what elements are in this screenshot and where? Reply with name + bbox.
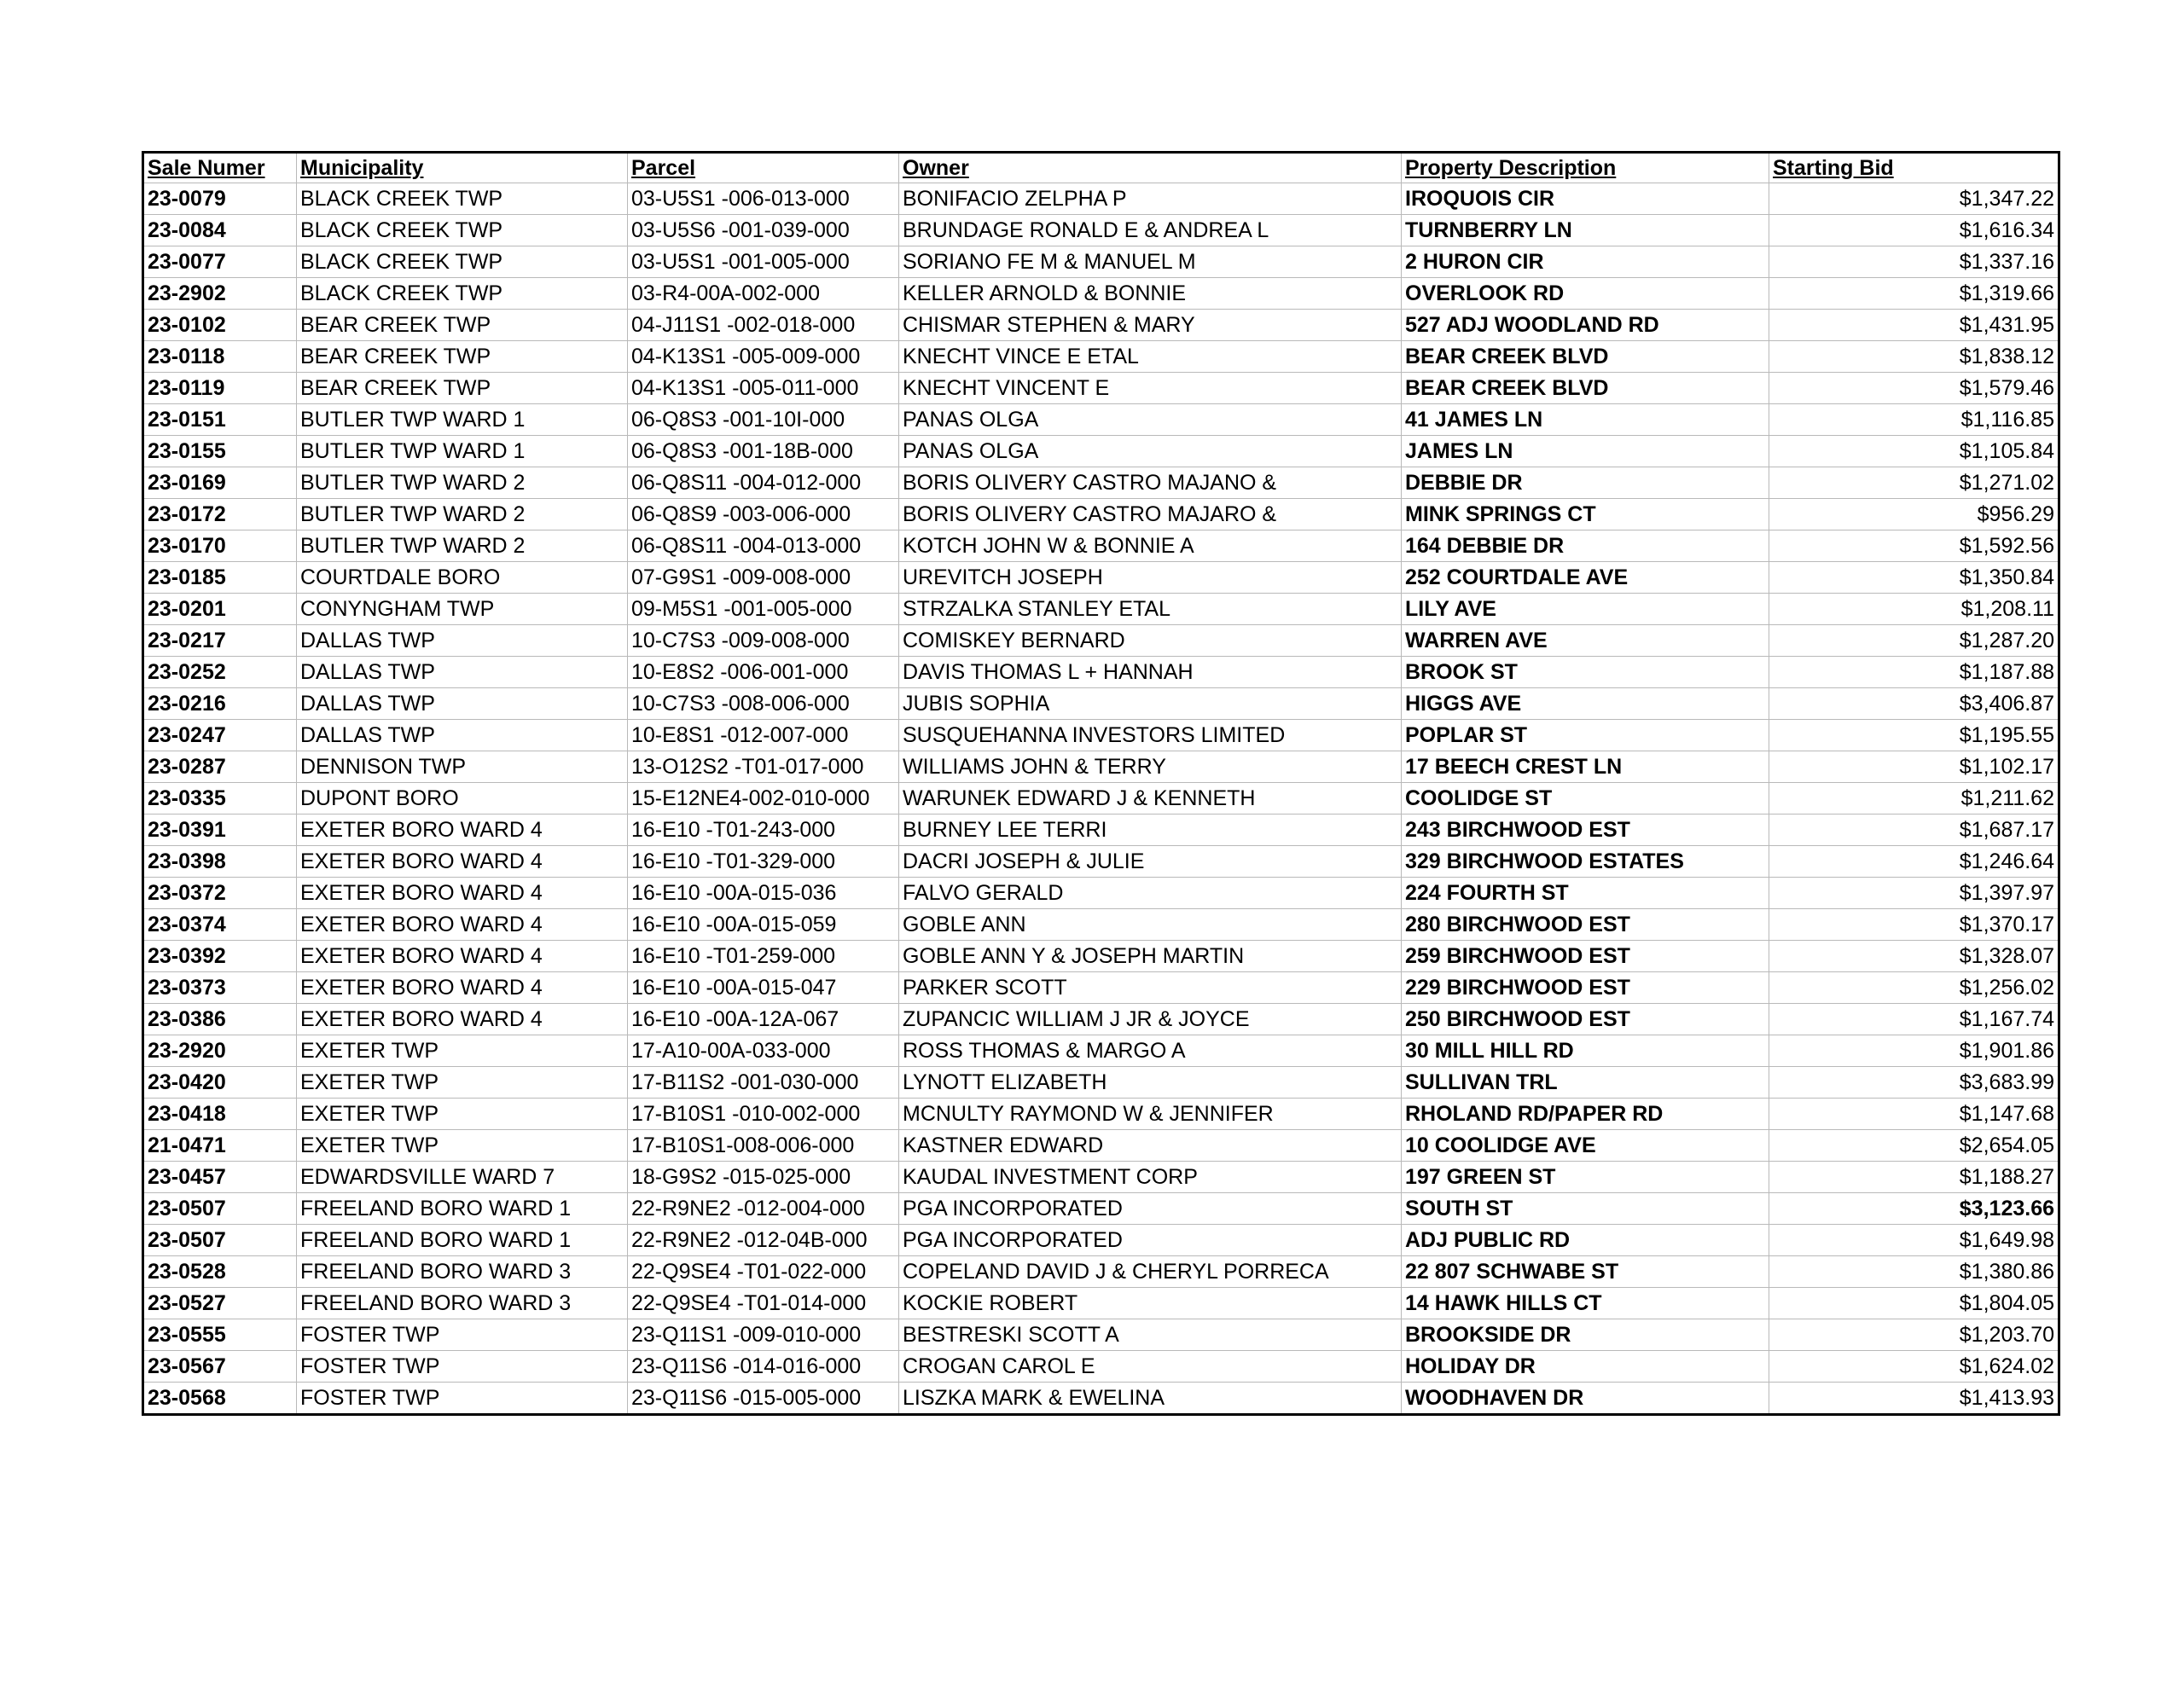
cell-municipality: DUPONT BORO xyxy=(297,783,628,815)
cell-starting-bid: $1,211.62 xyxy=(1769,783,2059,815)
cell-property-description: LILY AVE xyxy=(1402,594,1769,625)
cell-parcel: 03-U5S1 -006-013-000 xyxy=(628,183,899,215)
cell-parcel: 03-U5S1 -001-005-000 xyxy=(628,246,899,278)
cell-sale-number: 23-0374 xyxy=(143,909,297,941)
cell-property-description: WARREN AVE xyxy=(1402,625,1769,657)
cell-property-description: OVERLOOK RD xyxy=(1402,278,1769,310)
cell-parcel: 22-R9NE2 -012-004-000 xyxy=(628,1193,899,1225)
cell-parcel: 10-C7S3 -008-006-000 xyxy=(628,688,899,720)
cell-parcel: 16-E10 -T01-259-000 xyxy=(628,941,899,972)
cell-starting-bid: $1,687.17 xyxy=(1769,815,2059,846)
cell-property-description: 250 BIRCHWOOD EST xyxy=(1402,1004,1769,1035)
cell-property-description: 197 GREEN ST xyxy=(1402,1162,1769,1193)
cell-municipality: EXETER BORO WARD 4 xyxy=(297,941,628,972)
cell-municipality: BEAR CREEK TWP xyxy=(297,341,628,373)
table-row xyxy=(143,815,2059,846)
header-starting-bid: Starting Bid xyxy=(1773,156,1894,180)
cell-owner: COPELAND DAVID J & CHERYL PORRECA xyxy=(899,1256,1402,1288)
cell-municipality: BUTLER TWP WARD 2 xyxy=(297,467,628,499)
cell-sale-number: 23-0170 xyxy=(143,530,297,562)
cell-parcel: 17-B10S1-008-006-000 xyxy=(628,1130,899,1162)
cell-owner: BONIFACIO ZELPHA P xyxy=(899,183,1402,215)
cell-starting-bid: $1,380.86 xyxy=(1769,1256,2059,1288)
table-row xyxy=(143,688,2059,720)
cell-starting-bid: $1,147.68 xyxy=(1769,1099,2059,1130)
cell-owner: ZUPANCIC WILLIAM J JR & JOYCE xyxy=(899,1004,1402,1035)
cell-parcel: 23-Q11S1 -009-010-000 xyxy=(628,1319,899,1351)
cell-property-description: WOODHAVEN DR xyxy=(1402,1383,1769,1415)
cell-municipality: DALLAS TWP xyxy=(297,625,628,657)
cell-parcel: 16-E10 -00A-015-047 xyxy=(628,972,899,1004)
table-row xyxy=(143,499,2059,530)
cell-starting-bid: $1,370.17 xyxy=(1769,909,2059,941)
cell-municipality: BLACK CREEK TWP xyxy=(297,246,628,278)
cell-sale-number: 23-0084 xyxy=(143,215,297,246)
cell-municipality: EDWARDSVILLE WARD 7 xyxy=(297,1162,628,1193)
cell-starting-bid: $1,271.02 xyxy=(1769,467,2059,499)
cell-parcel: 10-C7S3 -009-008-000 xyxy=(628,625,899,657)
cell-sale-number: 23-0287 xyxy=(143,751,297,783)
cell-owner: BESTRESKI SCOTT A xyxy=(899,1319,1402,1351)
cell-property-description: BROOK ST xyxy=(1402,657,1769,688)
cell-sale-number: 23-2902 xyxy=(143,278,297,310)
cell-owner: FALVO GERALD xyxy=(899,878,1402,909)
cell-municipality: FREELAND BORO WARD 1 xyxy=(297,1225,628,1256)
cell-sale-number: 23-0391 xyxy=(143,815,297,846)
cell-starting-bid: $1,579.46 xyxy=(1769,373,2059,404)
table-row xyxy=(143,783,2059,815)
cell-starting-bid: $3,683.99 xyxy=(1769,1067,2059,1099)
cell-sale-number: 23-0102 xyxy=(143,310,297,341)
cell-sale-number: 23-0568 xyxy=(143,1383,297,1415)
cell-property-description: HIGGS AVE xyxy=(1402,688,1769,720)
cell-parcel: 16-E10 -T01-329-000 xyxy=(628,846,899,878)
cell-property-description: 2 HURON CIR xyxy=(1402,246,1769,278)
cell-municipality: BLACK CREEK TWP xyxy=(297,183,628,215)
cell-property-description: 243 BIRCHWOOD EST xyxy=(1402,815,1769,846)
table-row xyxy=(143,562,2059,594)
table-row xyxy=(143,972,2059,1004)
cell-municipality: EXETER BORO WARD 4 xyxy=(297,1004,628,1035)
cell-starting-bid: $1,337.16 xyxy=(1769,246,2059,278)
cell-property-description: 252 COURTDALE AVE xyxy=(1402,562,1769,594)
cell-starting-bid: $1,246.64 xyxy=(1769,846,2059,878)
cell-property-description: 10 COOLIDGE AVE xyxy=(1402,1130,1769,1162)
cell-owner: BURNEY LEE TERRI xyxy=(899,815,1402,846)
cell-parcel: 17-B11S2 -001-030-000 xyxy=(628,1067,899,1099)
cell-owner: PGA INCORPORATED xyxy=(899,1225,1402,1256)
cell-starting-bid: $1,616.34 xyxy=(1769,215,2059,246)
cell-sale-number: 23-0457 xyxy=(143,1162,297,1193)
cell-municipality: BUTLER TWP WARD 1 xyxy=(297,436,628,467)
cell-municipality: FREELAND BORO WARD 3 xyxy=(297,1256,628,1288)
cell-property-description: 329 BIRCHWOOD ESTATES xyxy=(1402,846,1769,878)
cell-owner: CROGAN CAROL E xyxy=(899,1351,1402,1383)
cell-property-description: ADJ PUBLIC RD xyxy=(1402,1225,1769,1256)
cell-property-description: POPLAR ST xyxy=(1402,720,1769,751)
cell-owner: KNECHT VINCENT E xyxy=(899,373,1402,404)
cell-parcel: 22-Q9SE4 -T01-022-000 xyxy=(628,1256,899,1288)
table-row xyxy=(143,1130,2059,1162)
cell-starting-bid: $1,350.84 xyxy=(1769,562,2059,594)
cell-sale-number: 23-0420 xyxy=(143,1067,297,1099)
cell-owner: MCNULTY RAYMOND W & JENNIFER xyxy=(899,1099,1402,1130)
cell-property-description: IROQUOIS CIR xyxy=(1402,183,1769,215)
cell-starting-bid: $1,649.98 xyxy=(1769,1225,2059,1256)
table-row xyxy=(143,846,2059,878)
cell-owner: COMISKEY BERNARD xyxy=(899,625,1402,657)
cell-owner: KNECHT VINCE E ETAL xyxy=(899,341,1402,373)
cell-sale-number: 23-0392 xyxy=(143,941,297,972)
cell-sale-number: 23-0077 xyxy=(143,246,297,278)
cell-starting-bid: $1,319.66 xyxy=(1769,278,2059,310)
cell-starting-bid: $3,406.87 xyxy=(1769,688,2059,720)
cell-parcel: 04-K13S1 -005-009-000 xyxy=(628,341,899,373)
cell-sale-number: 23-0119 xyxy=(143,373,297,404)
cell-sale-number: 23-0079 xyxy=(143,183,297,215)
cell-municipality: DALLAS TWP xyxy=(297,720,628,751)
cell-parcel: 16-E10 -00A-015-036 xyxy=(628,878,899,909)
cell-parcel: 15-E12NE4-002-010-000 xyxy=(628,783,899,815)
cell-municipality: BEAR CREEK TWP xyxy=(297,310,628,341)
header-owner: Owner xyxy=(899,153,1402,183)
cell-starting-bid: $2,654.05 xyxy=(1769,1130,2059,1162)
header-municipality: Municipality xyxy=(297,153,628,183)
cell-sale-number: 23-0386 xyxy=(143,1004,297,1035)
cell-property-description: 280 BIRCHWOOD EST xyxy=(1402,909,1769,941)
cell-municipality: DENNISON TWP xyxy=(297,751,628,783)
cell-parcel: 06-Q8S3 -001-10I-000 xyxy=(628,404,899,436)
cell-property-description: BEAR CREEK BLVD xyxy=(1402,373,1769,404)
cell-municipality: BUTLER TWP WARD 1 xyxy=(297,404,628,436)
table-body xyxy=(143,183,2059,1415)
cell-owner: WARUNEK EDWARD J & KENNETH xyxy=(899,783,1402,815)
cell-parcel: 16-E10 -00A-12A-067 xyxy=(628,1004,899,1035)
table-row xyxy=(143,941,2059,972)
cell-owner: STRZALKA STANLEY ETAL xyxy=(899,594,1402,625)
cell-starting-bid: $1,397.97 xyxy=(1769,878,2059,909)
table-row xyxy=(143,1193,2059,1225)
cell-property-description: RHOLAND RD/PAPER RD xyxy=(1402,1099,1769,1130)
table-row xyxy=(143,278,2059,310)
table-row xyxy=(143,373,2059,404)
table-row xyxy=(143,1035,2059,1067)
cell-starting-bid: $1,167.74 xyxy=(1769,1004,2059,1035)
table-row xyxy=(143,1225,2059,1256)
cell-municipality: BUTLER TWP WARD 2 xyxy=(297,499,628,530)
table-row xyxy=(143,310,2059,341)
cell-sale-number: 23-0335 xyxy=(143,783,297,815)
cell-sale-number: 23-0398 xyxy=(143,846,297,878)
cell-municipality: EXETER BORO WARD 4 xyxy=(297,909,628,941)
cell-municipality: EXETER TWP xyxy=(297,1099,628,1130)
cell-municipality: DALLAS TWP xyxy=(297,688,628,720)
cell-municipality: EXETER BORO WARD 4 xyxy=(297,878,628,909)
cell-owner: KELLER ARNOLD & BONNIE xyxy=(899,278,1402,310)
cell-property-description: JAMES LN xyxy=(1402,436,1769,467)
cell-property-description: 22 807 SCHWABE ST xyxy=(1402,1256,1769,1288)
table-row xyxy=(143,1004,2059,1035)
cell-sale-number: 23-0418 xyxy=(143,1099,297,1130)
cell-municipality: FOSTER TWP xyxy=(297,1383,628,1415)
cell-owner: KASTNER EDWARD xyxy=(899,1130,1402,1162)
cell-parcel: 23-Q11S6 -015-005-000 xyxy=(628,1383,899,1415)
table-row xyxy=(143,751,2059,783)
table-row xyxy=(143,404,2059,436)
cell-sale-number: 23-0151 xyxy=(143,404,297,436)
cell-starting-bid: $1,328.07 xyxy=(1769,941,2059,972)
cell-municipality: EXETER TWP xyxy=(297,1035,628,1067)
table-row xyxy=(143,1351,2059,1383)
cell-starting-bid: $1,102.17 xyxy=(1769,751,2059,783)
cell-starting-bid: $1,208.11 xyxy=(1769,594,2059,625)
cell-sale-number: 23-0185 xyxy=(143,562,297,594)
table-row xyxy=(143,1319,2059,1351)
cell-parcel: 06-Q8S9 -003-006-000 xyxy=(628,499,899,530)
cell-parcel: 17-B10S1 -010-002-000 xyxy=(628,1099,899,1130)
table-row xyxy=(143,878,2059,909)
cell-sale-number: 23-0201 xyxy=(143,594,297,625)
table-row xyxy=(143,720,2059,751)
table-row xyxy=(143,183,2059,215)
cell-property-description: 14 HAWK HILLS CT xyxy=(1402,1288,1769,1319)
cell-owner: KOCKIE ROBERT xyxy=(899,1288,1402,1319)
cell-property-description: 41 JAMES LN xyxy=(1402,404,1769,436)
cell-starting-bid: $1,203.70 xyxy=(1769,1319,2059,1351)
cell-property-description: 164 DEBBIE DR xyxy=(1402,530,1769,562)
cell-sale-number: 23-0507 xyxy=(143,1193,297,1225)
sale-listing-table xyxy=(142,151,2060,1416)
cell-municipality: CONYNGHAM TWP xyxy=(297,594,628,625)
cell-sale-number: 23-2920 xyxy=(143,1035,297,1067)
cell-parcel: 03-U5S6 -001-039-000 xyxy=(628,215,899,246)
cell-starting-bid: $1,413.93 xyxy=(1769,1383,2059,1415)
cell-owner: PARKER SCOTT xyxy=(899,972,1402,1004)
cell-parcel: 22-R9NE2 -012-04B-000 xyxy=(628,1225,899,1256)
cell-owner: SORIANO FE M & MANUEL M xyxy=(899,246,1402,278)
cell-property-description: 224 FOURTH ST xyxy=(1402,878,1769,909)
header-sale-number: Sale Numer xyxy=(143,153,297,183)
cell-municipality: EXETER TWP xyxy=(297,1130,628,1162)
cell-municipality: BUTLER TWP WARD 2 xyxy=(297,530,628,562)
cell-sale-number: 23-0528 xyxy=(143,1256,297,1288)
cell-municipality: FOSTER TWP xyxy=(297,1319,628,1351)
cell-sale-number: 23-0216 xyxy=(143,688,297,720)
cell-property-description: 259 BIRCHWOOD EST xyxy=(1402,941,1769,972)
cell-property-description: MINK SPRINGS CT xyxy=(1402,499,1769,530)
cell-sale-number: 23-0567 xyxy=(143,1351,297,1383)
cell-owner: PGA INCORPORATED xyxy=(899,1193,1402,1225)
cell-parcel: 06-Q8S3 -001-18B-000 xyxy=(628,436,899,467)
cell-parcel: 10-E8S1 -012-007-000 xyxy=(628,720,899,751)
cell-property-description: TURNBERRY LN xyxy=(1402,215,1769,246)
cell-parcel: 07-G9S1 -009-008-000 xyxy=(628,562,899,594)
cell-owner: CHISMAR STEPHEN & MARY xyxy=(899,310,1402,341)
table-row xyxy=(143,530,2059,562)
cell-starting-bid: $956.29 xyxy=(1769,499,2059,530)
cell-municipality: FOSTER TWP xyxy=(297,1351,628,1383)
table-row xyxy=(143,436,2059,467)
cell-owner: SUSQUEHANNA INVESTORS LIMITED xyxy=(899,720,1402,751)
cell-starting-bid: $1,347.22 xyxy=(1769,183,2059,215)
cell-property-description: SULLIVAN TRL xyxy=(1402,1067,1769,1099)
cell-owner: LISZKA MARK & EWELINA xyxy=(899,1383,1402,1415)
cell-municipality: BLACK CREEK TWP xyxy=(297,215,628,246)
cell-property-description: 30 MILL HILL RD xyxy=(1402,1035,1769,1067)
table-row xyxy=(143,657,2059,688)
cell-starting-bid: $3,123.66 xyxy=(1769,1193,2059,1225)
table-row xyxy=(143,1288,2059,1319)
cell-owner: GOBLE ANN xyxy=(899,909,1402,941)
cell-municipality: EXETER BORO WARD 4 xyxy=(297,846,628,878)
cell-owner: WILLIAMS JOHN & TERRY xyxy=(899,751,1402,783)
cell-sale-number: 23-0217 xyxy=(143,625,297,657)
cell-starting-bid: $1,188.27 xyxy=(1769,1162,2059,1193)
cell-starting-bid: $1,901.86 xyxy=(1769,1035,2059,1067)
table-row xyxy=(143,1256,2059,1288)
cell-municipality: FREELAND BORO WARD 1 xyxy=(297,1193,628,1225)
table-row xyxy=(143,467,2059,499)
table-row xyxy=(143,594,2059,625)
cell-parcel: 22-Q9SE4 -T01-014-000 xyxy=(628,1288,899,1319)
cell-municipality: COURTDALE BORO xyxy=(297,562,628,594)
table-row xyxy=(143,1099,2059,1130)
cell-owner: BRUNDAGE RONALD E & ANDREA L xyxy=(899,215,1402,246)
table-row xyxy=(143,215,2059,246)
cell-sale-number: 23-0507 xyxy=(143,1225,297,1256)
cell-property-description: 17 BEECH CREST LN xyxy=(1402,751,1769,783)
table-row xyxy=(143,341,2059,373)
cell-sale-number: 23-0155 xyxy=(143,436,297,467)
cell-starting-bid: $1,105.84 xyxy=(1769,436,2059,467)
cell-parcel: 10-E8S2 -006-001-000 xyxy=(628,657,899,688)
cell-parcel: 04-K13S1 -005-011-000 xyxy=(628,373,899,404)
cell-property-description: COOLIDGE ST xyxy=(1402,783,1769,815)
cell-starting-bid: $1,624.02 xyxy=(1769,1351,2059,1383)
cell-owner: UREVITCH JOSEPH xyxy=(899,562,1402,594)
cell-owner: BORIS OLIVERY CASTRO MAJARO & xyxy=(899,499,1402,530)
cell-owner: DACRI JOSEPH & JULIE xyxy=(899,846,1402,878)
cell-owner: PANAS OLGA xyxy=(899,404,1402,436)
cell-starting-bid: $1,195.55 xyxy=(1769,720,2059,751)
cell-starting-bid: $1,287.20 xyxy=(1769,625,2059,657)
header-row xyxy=(143,153,2059,183)
cell-owner: ROSS THOMAS & MARGO A xyxy=(899,1035,1402,1067)
cell-sale-number: 23-0172 xyxy=(143,499,297,530)
cell-parcel: 18-G9S2 -015-025-000 xyxy=(628,1162,899,1193)
table-row xyxy=(143,625,2059,657)
cell-starting-bid: $1,804.05 xyxy=(1769,1288,2059,1319)
cell-sale-number: 23-0373 xyxy=(143,972,297,1004)
cell-starting-bid: $1,187.88 xyxy=(1769,657,2059,688)
cell-owner: KOTCH JOHN W & BONNIE A xyxy=(899,530,1402,562)
cell-parcel: 04-J11S1 -002-018-000 xyxy=(628,310,899,341)
cell-property-description: SOUTH ST xyxy=(1402,1193,1769,1225)
header-parcel: Parcel xyxy=(628,153,899,183)
cell-sale-number: 23-0555 xyxy=(143,1319,297,1351)
cell-property-description: BROOKSIDE DR xyxy=(1402,1319,1769,1351)
cell-owner: BORIS OLIVERY CASTRO MAJANO & xyxy=(899,467,1402,499)
cell-sale-number: 23-0169 xyxy=(143,467,297,499)
cell-property-description: 527 ADJ WOODLAND RD xyxy=(1402,310,1769,341)
cell-starting-bid: $1,838.12 xyxy=(1769,341,2059,373)
cell-owner: PANAS OLGA xyxy=(899,436,1402,467)
cell-parcel: 16-E10 -00A-015-059 xyxy=(628,909,899,941)
cell-owner: DAVIS THOMAS L + HANNAH xyxy=(899,657,1402,688)
cell-property-description: HOLIDAY DR xyxy=(1402,1351,1769,1383)
table-row xyxy=(143,1383,2059,1415)
cell-property-description: 229 BIRCHWOOD EST xyxy=(1402,972,1769,1004)
cell-sale-number: 23-0527 xyxy=(143,1288,297,1319)
cell-sale-number: 23-0247 xyxy=(143,720,297,751)
cell-parcel: 09-M5S1 -001-005-000 xyxy=(628,594,899,625)
cell-parcel: 06-Q8S11 -004-013-000 xyxy=(628,530,899,562)
cell-sale-number: 23-0372 xyxy=(143,878,297,909)
cell-parcel: 13-O12S2 -T01-017-000 xyxy=(628,751,899,783)
cell-municipality: EXETER BORO WARD 4 xyxy=(297,815,628,846)
cell-property-description: BEAR CREEK BLVD xyxy=(1402,341,1769,373)
table-row xyxy=(143,246,2059,278)
cell-starting-bid: $1,592.56 xyxy=(1769,530,2059,562)
table-row xyxy=(143,1067,2059,1099)
header-property-description: Property Description xyxy=(1402,153,1769,183)
cell-owner: KAUDAL INVESTMENT CORP xyxy=(899,1162,1402,1193)
cell-parcel: 06-Q8S11 -004-012-000 xyxy=(628,467,899,499)
cell-municipality: FREELAND BORO WARD 3 xyxy=(297,1288,628,1319)
cell-municipality: BLACK CREEK TWP xyxy=(297,278,628,310)
cell-sale-number: 21-0471 xyxy=(143,1130,297,1162)
cell-owner: JUBIS SOPHIA xyxy=(899,688,1402,720)
cell-owner: GOBLE ANN Y & JOSEPH MARTIN xyxy=(899,941,1402,972)
cell-starting-bid: $1,116.85 xyxy=(1769,404,2059,436)
table-row xyxy=(143,909,2059,941)
cell-owner: LYNOTT ELIZABETH xyxy=(899,1067,1402,1099)
cell-municipality: EXETER TWP xyxy=(297,1067,628,1099)
cell-starting-bid: $1,431.95 xyxy=(1769,310,2059,341)
cell-parcel: 16-E10 -T01-243-000 xyxy=(628,815,899,846)
cell-starting-bid: $1,256.02 xyxy=(1769,972,2059,1004)
cell-municipality: EXETER BORO WARD 4 xyxy=(297,972,628,1004)
cell-sale-number: 23-0252 xyxy=(143,657,297,688)
cell-parcel: 23-Q11S6 -014-016-000 xyxy=(628,1351,899,1383)
cell-municipality: DALLAS TWP xyxy=(297,657,628,688)
table-row xyxy=(143,1162,2059,1193)
cell-municipality: BEAR CREEK TWP xyxy=(297,373,628,404)
cell-parcel: 17-A10-00A-033-000 xyxy=(628,1035,899,1067)
cell-property-description: DEBBIE DR xyxy=(1402,467,1769,499)
cell-parcel: 03-R4-00A-002-000 xyxy=(628,278,899,310)
cell-sale-number: 23-0118 xyxy=(143,341,297,373)
